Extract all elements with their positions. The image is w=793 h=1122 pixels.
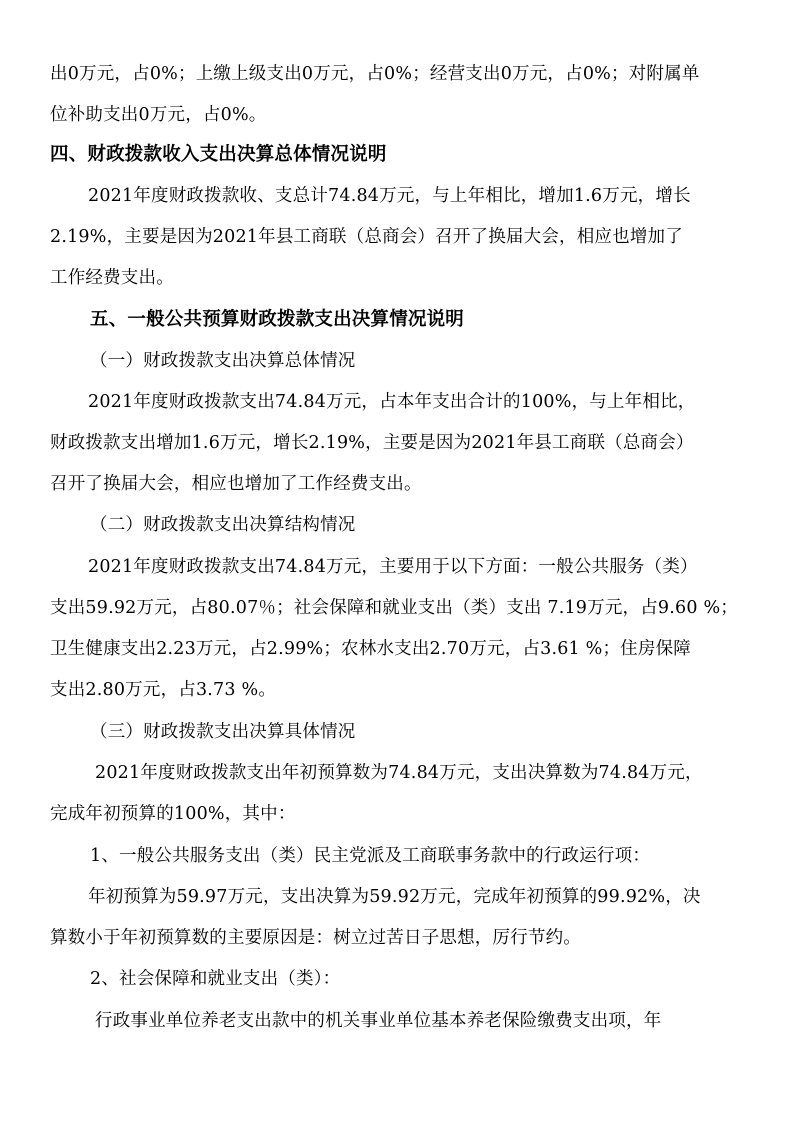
body-text-line: 2021年度财政拨款支出74.84万元，主要用于以下方面：一般公共服务（类）: [88, 557, 698, 577]
section-heading: 五、一般公共预算财政拨款支出决算情况说明: [90, 309, 465, 330]
section-heading: 四、财政拨款收入支出决算总体情况说明: [50, 144, 387, 165]
body-text-line: 位补助支出0万元，占0%。: [50, 105, 267, 125]
subsection-heading: （二）财政拨款支出决算结构情况: [90, 515, 356, 535]
body-text-line: 出0万元，占0%；上缴上级支出0万元，占0%；经营支出0万元，占0%；对附属单: [50, 64, 700, 84]
body-text-line: 年初预算为59.97万元，支出决算为59.92万元，完成年初预算的99.92%，决: [88, 887, 701, 907]
body-text-line: 完成年初预算的100%，其中：: [50, 804, 296, 824]
body-text-line: 支出2.80万元，占3.73 %。: [50, 680, 277, 700]
body-text-line: 算数小于年初预算数的主要原因是：树立过苦日子思想，厉行节约。: [50, 928, 581, 948]
subsection-heading: （三）财政拨款支出决算具体情况: [90, 722, 356, 742]
body-text-line: 召开了换届大会，相应也增加了工作经费支出。: [50, 474, 422, 494]
list-item-heading: 2、社会保障和就业支出（类）：: [90, 969, 341, 989]
body-text-line: 卫生健康支出2.23万元，占2.99%；农林水支出2.70万元，占3.61 %；住房保障: [50, 639, 691, 659]
body-text-line: 工作经费支出。: [50, 268, 174, 288]
body-text-line: 2.19%，主要是因为2021年县工商联（总商会）召开了换届大会，相应也增加了: [50, 227, 683, 247]
body-text-line: 2021年度财政拨款支出74.84万元，占本年支出合计的100%，与上年相比，: [88, 392, 696, 412]
body-text-line: 2021年度财政拨款收、支总计74.84万元，与上年相比，增加1.6万元，增长: [88, 186, 691, 206]
body-text-line: 行政事业单位养老支出款中的机关事业单位基本养老保险缴费支出项，年: [95, 1011, 662, 1031]
body-text-line: 财政拨款支出增加1.6万元，增长2.19%，主要是因为2021年县工商联（总商会）: [50, 433, 694, 453]
list-item-heading: 1、一般公共服务支出（类）民主党派及工商联事务款中的行政运行项：: [90, 846, 651, 866]
subsection-heading: （一）财政拨款支出决算总体情况: [90, 351, 356, 371]
body-text-line: 支出59.92万元，占80.07％；社会保障和就业支出（类）支出 7.19万元，占9.60 %；: [50, 598, 738, 618]
body-text-line: 2021年度财政拨款支出年初预算数为74.84万元，支出决算数为74.84万元，: [95, 763, 703, 783]
